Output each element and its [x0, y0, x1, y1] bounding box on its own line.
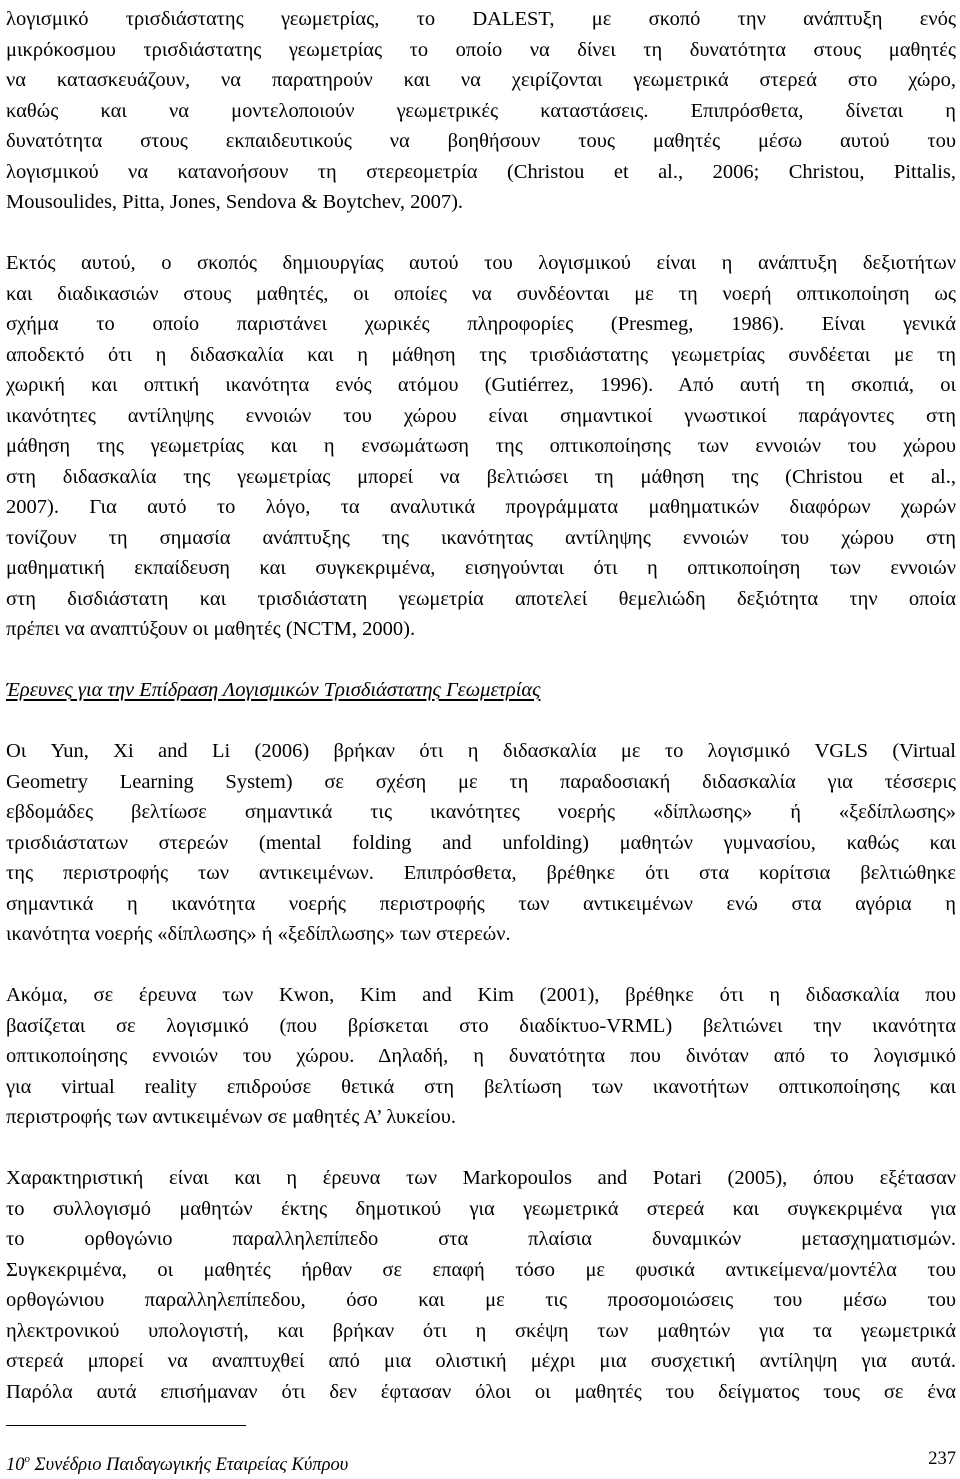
- text-line: Geometry Learning System) σε σχέση με τη παραδοσιακή διδασκαλία για τέσσερις: [6, 770, 956, 793]
- text-line: το συλλογισμό μαθητών έκτης δημοτικού για γεωμετρικά στερεά και συγκεκριμένα για: [6, 1197, 956, 1220]
- text-line: καθώς και να μοντελοποιούν γεωμετρικές καταστάσεις. Επιπρόσθετα, δίνεται η: [6, 99, 956, 122]
- text-line: μαθηματική εκπαίδευση και συγκεκριμένα, εισηγούνται ότι η οπτικοποίηση των εννοιών: [6, 557, 956, 579]
- conference-number: 10: [6, 1455, 25, 1475]
- paragraph-gap: [6, 218, 956, 249]
- page-footer: [6, 1446, 956, 1476]
- page-body: [6, 4, 956, 1407]
- text-line: περιστροφής των αντικειμένων σε μαθητές Α’ λυκείου.: [6, 1106, 457, 1128]
- paragraph-kwon-kim: [6, 980, 956, 1133]
- text-line: το ορθογώνιο παραλληλεπίπεδο στα πλαίσια δυναμικών μετασχηματισμών.: [6, 1228, 956, 1250]
- paragraph-skills: [6, 248, 956, 645]
- text-line: πρέπει να αναπτύξουν οι μαθητές (NCTM, 2000).: [6, 618, 416, 640]
- footer-divider: [6, 1425, 246, 1426]
- conference-name: [6, 1446, 348, 1478]
- text-line: Εκτός αυτού, ο σκοπός δημιουργίας αυτού του λογισμικού είναι η ανάπτυξη δεξιοτήτων: [6, 252, 956, 274]
- text-line: και διαδικασιών στους μαθητές, οι οποίες να συνδέονται με τη νοερή οπτικοποίηση ως: [6, 282, 956, 305]
- text-line: οπτικοποίησης εννοιών του χώρου. Δηλαδή, η δυνατότητα που δινόταν από το λογισμικό: [6, 1045, 956, 1067]
- text-line: χωρική και οπτική ικανότητα ενός ατόμου (Gutiérrez, 1996). Από αυτή τη σκοπιά, οι: [6, 374, 956, 396]
- text-line: να κατασκευάζουν, να παρατηρούν και να χειρίζονται γεωμετρικά στερεά στο χώρο,: [6, 69, 956, 91]
- text-line: βασίζεται σε λογισμικό (που βρίσκεται στο διαδίκτυο-VRML) βελτιώνει την ικανότητα: [6, 1014, 956, 1037]
- text-line: λογισμικού να κατανοήσουν τη στερεομετρία (Christou et al., 2006; Christou, Pittalis,: [6, 160, 956, 183]
- text-line: τονίζουν τη σημασία ανάπτυξης της ικανότητας αντίληψης εννοιών του χώρου στη: [6, 526, 956, 549]
- paragraph-gap: [6, 950, 956, 981]
- ordinal-superscript: ο: [24, 1453, 30, 1465]
- paragraph-yun-xi-li: [6, 736, 956, 950]
- text-line: Χαρακτηριστική είναι και η έρευνα των Markopoulos and Potari (2005), όπου εξέτασαν: [6, 1167, 956, 1189]
- text-line: μικρόκοσμου τρισδιάστατης γεωμετρίας το οποίο να δίνει τη δυνατότητα στους μαθητές: [6, 38, 956, 61]
- text-line: λογισμικό τρισδιάστατης γεωμετρίας, το DALEST, με σκοπό την ανάπτυξη ενός: [6, 8, 956, 30]
- text-line: ικανότητα νοερής «δίπλωσης» ή «ξεδίπλωσης» των στερεών.: [6, 923, 511, 945]
- text-line: Οι Yun, Xi and Li (2006) βρήκαν ότι η διδασκαλία με το λογισμικό VGLS (Virtual: [6, 740, 956, 762]
- text-line: εβδομάδες βελτίωσε σημαντικά τις ικανότητες νοερής «δίπλωσης» ή «ξεδίπλωσης»: [6, 801, 956, 823]
- paragraph-gap: [6, 706, 956, 737]
- text-line: ηλεκτρονικού υπολογιστή, και βρήκαν ότι η σκέψη των μαθητών για τα γεωμετρικά: [6, 1319, 956, 1342]
- text-line: στερεά μπορεί να αναπτυχθεί από μια ολιστική μέχρι μια συσχετική αντίληψη για αυτά.: [6, 1350, 956, 1372]
- page-number: 237: [928, 1449, 956, 1469]
- text-line: σχήμα το οποίο παριστάνει χωρικές πληροφορίες (Presmeg, 1986). Είναι γενικά: [6, 313, 956, 335]
- text-line: Ακόμα, σε έρευνα των Kwon, Kim and Kim (2001), βρέθηκε ότι η διδασκαλία που: [6, 984, 956, 1006]
- text-line: Συγκεκριμένα, οι μαθητές ήρθαν σε επαφή τόσο με φυσικά αντικείμενα/μοντέλα του: [6, 1258, 956, 1281]
- text-line: 2007). Για αυτό το λόγο, τα αναλυτικά προγράμματα μαθηματικών διαφόρων χωρών: [6, 496, 956, 518]
- text-line: ικανότητες αντίληψης εννοιών του χώρου είναι σημαντικοί γνωστικοί παράγοντες στη: [6, 404, 956, 427]
- paragraph-markopoulos-potari: [6, 1163, 956, 1407]
- text-line: σημαντικά η ικανότητα νοερής περιστροφής των αντικειμένων ενώ στα αγόρια η: [6, 892, 956, 915]
- paragraph-gap: [6, 645, 956, 676]
- section-heading: Έρευνες για την Επίδραση Λογισμικών Τρισδιάστατης Γεωμετρίας: [6, 679, 541, 701]
- text-line: τρισδιάστατων στερεών (mental folding and unfolding) μαθητών γυμνασίου, καθώς και: [6, 831, 956, 854]
- paragraph-dalest: [6, 4, 956, 218]
- text-line: Παρόλα αυτά επισήμαναν ότι δεν έφτασαν όλοι οι μαθητές του δείγματος τους σε ένα: [6, 1380, 956, 1403]
- text-line: στη διδασκαλία της γεωμετρίας μπορεί να βελτιώσει τη μάθηση της (Christou et al.,: [6, 465, 956, 488]
- text-line: ορθογώνιου παραλληλεπίπεδου, όσο και με τις προσομοιώσεις του μέσω του: [6, 1289, 956, 1311]
- text-line: της περιστροφής των αντικειμένων. Επιπρόσθετα, βρέθηκε ότι στα κορίτσια βελτιώθηκε: [6, 862, 956, 884]
- text-line: στη δισδιάστατη και τρισδιάστατη γεωμετρία αποτελεί θεμελιώδη δεξιότητα την οποία: [6, 587, 956, 610]
- text-line: Mousoulides, Pitta, Jones, Sendova & Boytchev, 2007).: [6, 191, 464, 213]
- text-line: αποδεκτό ότι η διδασκαλία και η μάθηση της τρισδιάστατης γεωμετρίας συνδέεται με τη: [6, 343, 956, 366]
- paragraph-gap: [6, 1133, 956, 1164]
- conference-title: Συνέδριο Παιδαγωγικής Εταιρείας Κύπρου: [30, 1455, 349, 1475]
- text-line: μάθηση της γεωμετρίας και η ενσωμάτωση της οπτικοποίησης των εννοιών του χώρου: [6, 435, 956, 457]
- text-line: για virtual reality επιδρούσε θετικά στη βελτίωση των ικανοτήτων οπτικοποίησης και: [6, 1075, 956, 1098]
- text-line: δυνατότητα στους εκπαιδευτικούς να βοηθήσουν τους μαθητές μέσω αυτού του: [6, 130, 956, 152]
